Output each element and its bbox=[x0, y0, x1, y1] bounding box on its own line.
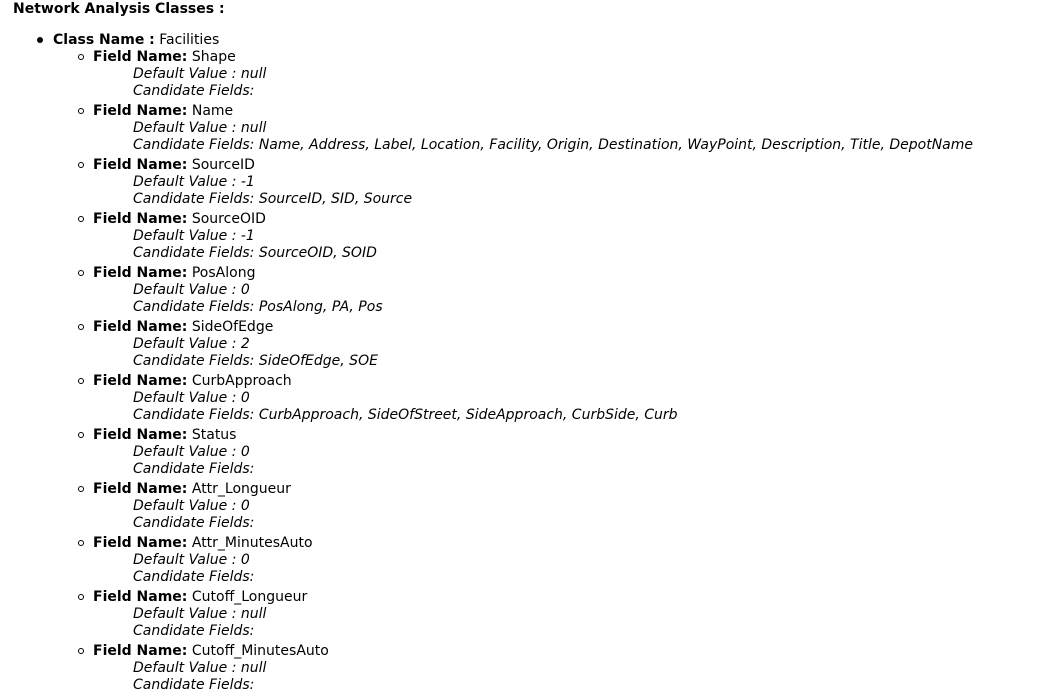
field-item bbox=[77, 427, 1047, 478]
field-item bbox=[77, 589, 1047, 640]
default-value-label: Default Value : bbox=[133, 336, 237, 352]
field-name-label: Field Name: bbox=[93, 265, 188, 281]
default-value-label: Default Value : bbox=[133, 282, 237, 298]
candidate-fields-line bbox=[93, 83, 1047, 100]
field-item bbox=[77, 157, 1047, 208]
field-name-label: Field Name: bbox=[93, 319, 188, 335]
candidate-fields-line bbox=[93, 299, 1047, 316]
candidate-fields-label: Candidate Fields: bbox=[133, 677, 255, 693]
candidate-fields-value: SideOfEdge, SOE bbox=[258, 353, 378, 369]
default-value: 0 bbox=[240, 390, 250, 406]
default-value-label: Default Value : bbox=[133, 660, 237, 676]
field-name-value: Cutoff_Longueur bbox=[191, 589, 308, 605]
candidate-fields-line bbox=[93, 245, 1047, 262]
field-item bbox=[77, 265, 1047, 316]
page-heading: Network Analysis Classes : bbox=[13, 1, 225, 17]
candidate-fields-value: CurbApproach, SideOfStreet, SideApproach, CurbSide, Curb bbox=[258, 407, 678, 423]
field-item bbox=[77, 481, 1047, 532]
circle-bullet-icon bbox=[78, 486, 84, 492]
field-item bbox=[77, 211, 1047, 262]
disc-bullet-icon bbox=[37, 37, 43, 43]
field-item bbox=[77, 103, 1047, 154]
default-value-label: Default Value : bbox=[133, 174, 237, 190]
field-name-label: Field Name: bbox=[93, 427, 188, 443]
default-value: 2 bbox=[240, 336, 250, 352]
circle-bullet-icon bbox=[78, 54, 84, 60]
field-name-line bbox=[93, 373, 1047, 390]
candidate-fields-label: Candidate Fields: bbox=[133, 191, 255, 207]
circle-bullet-icon bbox=[78, 648, 84, 654]
default-value-label: Default Value : bbox=[133, 552, 237, 568]
default-value: -1 bbox=[240, 174, 255, 190]
field-list bbox=[37, 49, 1047, 694]
field-item bbox=[77, 319, 1047, 370]
field-name-value: Name bbox=[191, 103, 234, 119]
candidate-fields-label: Candidate Fields: bbox=[133, 299, 255, 315]
field-name-line bbox=[93, 643, 1047, 660]
circle-bullet-icon bbox=[78, 108, 84, 114]
field-name-label: Field Name: bbox=[93, 49, 188, 65]
default-value-line bbox=[93, 120, 1047, 137]
default-value-line bbox=[93, 498, 1047, 515]
candidate-fields-label: Candidate Fields: bbox=[133, 515, 255, 531]
field-name-value: Attr_Longueur bbox=[191, 481, 291, 497]
default-value: null bbox=[240, 120, 267, 136]
field-name-label: Field Name: bbox=[93, 211, 188, 227]
field-name-value: Shape bbox=[191, 49, 236, 65]
default-value-label: Default Value : bbox=[133, 498, 237, 514]
circle-bullet-icon bbox=[78, 216, 84, 222]
candidate-fields-line bbox=[93, 191, 1047, 208]
field-name-value: CurbApproach bbox=[191, 373, 292, 389]
default-value: null bbox=[240, 660, 267, 676]
candidate-fields-value: Name, Address, Label, Location, Facility, Origin, Destination, WayPoint, Description, Title, DepotName bbox=[258, 137, 974, 153]
field-name-value: SourceID bbox=[191, 157, 255, 173]
default-value-line bbox=[93, 336, 1047, 353]
class-name-value: Facilities bbox=[159, 32, 220, 48]
field-name-line bbox=[93, 535, 1047, 552]
candidate-fields-line bbox=[93, 569, 1047, 586]
field-name-line bbox=[93, 427, 1047, 444]
default-value-line bbox=[93, 282, 1047, 299]
field-name-line bbox=[93, 49, 1047, 66]
default-value: null bbox=[240, 66, 267, 82]
default-value-label: Default Value : bbox=[133, 228, 237, 244]
circle-bullet-icon bbox=[78, 378, 84, 384]
candidate-fields-line bbox=[93, 677, 1047, 694]
default-value: null bbox=[240, 606, 267, 622]
circle-bullet-icon bbox=[78, 324, 84, 330]
field-name-value: SideOfEdge bbox=[191, 319, 274, 335]
default-value-label: Default Value : bbox=[133, 66, 237, 82]
field-name-line bbox=[93, 103, 1047, 120]
field-name-line bbox=[93, 589, 1047, 606]
class-list-item bbox=[37, 32, 1047, 697]
field-name-line bbox=[93, 265, 1047, 282]
field-name-value: Cutoff_MinutesAuto bbox=[191, 643, 329, 659]
field-name-value: Status bbox=[191, 427, 237, 443]
default-value-label: Default Value : bbox=[133, 444, 237, 460]
default-value-line bbox=[93, 552, 1047, 569]
default-value: 0 bbox=[240, 552, 250, 568]
field-item bbox=[77, 643, 1047, 694]
field-name-value: Attr_MinutesAuto bbox=[191, 535, 313, 551]
class-name-label: Class Name : bbox=[53, 32, 155, 48]
default-value-label: Default Value : bbox=[133, 120, 237, 136]
candidate-fields-label: Candidate Fields: bbox=[133, 137, 255, 153]
candidate-fields-label: Candidate Fields: bbox=[133, 569, 255, 585]
field-name-label: Field Name: bbox=[93, 103, 188, 119]
class-name-line bbox=[37, 32, 1047, 49]
default-value-line bbox=[93, 606, 1047, 623]
field-name-line bbox=[93, 211, 1047, 228]
candidate-fields-label: Candidate Fields: bbox=[133, 245, 255, 261]
candidate-fields-line bbox=[93, 461, 1047, 478]
candidate-fields-line bbox=[93, 407, 1047, 424]
candidate-fields-label: Candidate Fields: bbox=[133, 461, 255, 477]
field-item bbox=[77, 535, 1047, 586]
default-value-line bbox=[93, 444, 1047, 461]
field-item bbox=[77, 373, 1047, 424]
field-name-line bbox=[93, 319, 1047, 336]
default-value-line bbox=[93, 228, 1047, 245]
default-value-label: Default Value : bbox=[133, 606, 237, 622]
candidate-fields-label: Candidate Fields: bbox=[133, 83, 255, 99]
default-value-line bbox=[93, 174, 1047, 191]
field-name-label: Field Name: bbox=[93, 535, 188, 551]
candidate-fields-value: SourceOID, SOID bbox=[258, 245, 377, 261]
field-name-value: PosAlong bbox=[191, 265, 256, 281]
default-value-line bbox=[93, 390, 1047, 407]
candidate-fields-label: Candidate Fields: bbox=[133, 623, 255, 639]
field-item bbox=[77, 49, 1047, 100]
default-value-line bbox=[93, 660, 1047, 677]
circle-bullet-icon bbox=[78, 540, 84, 546]
candidate-fields-line bbox=[93, 137, 1047, 154]
default-value: 0 bbox=[240, 282, 250, 298]
default-value-line bbox=[93, 66, 1047, 83]
default-value-label: Default Value : bbox=[133, 390, 237, 406]
field-name-label: Field Name: bbox=[93, 643, 188, 659]
candidate-fields-label: Candidate Fields: bbox=[133, 407, 255, 423]
field-name-line bbox=[93, 481, 1047, 498]
field-name-label: Field Name: bbox=[93, 373, 188, 389]
field-name-label: Field Name: bbox=[93, 481, 188, 497]
default-value: -1 bbox=[240, 228, 255, 244]
default-value: 0 bbox=[240, 444, 250, 460]
circle-bullet-icon bbox=[78, 162, 84, 168]
candidate-fields-label: Candidate Fields: bbox=[133, 353, 255, 369]
field-name-label: Field Name: bbox=[93, 157, 188, 173]
candidate-fields-line bbox=[93, 353, 1047, 370]
default-value: 0 bbox=[240, 498, 250, 514]
candidate-fields-line bbox=[93, 623, 1047, 640]
candidate-fields-value: SourceID, SID, Source bbox=[258, 191, 413, 207]
circle-bullet-icon bbox=[78, 270, 84, 276]
candidate-fields-line bbox=[93, 515, 1047, 532]
field-name-line bbox=[93, 157, 1047, 174]
candidate-fields-value: PosAlong, PA, Pos bbox=[258, 299, 383, 315]
circle-bullet-icon bbox=[78, 432, 84, 438]
field-name-label: Field Name: bbox=[93, 589, 188, 605]
field-name-value: SourceOID bbox=[191, 211, 266, 227]
circle-bullet-icon bbox=[78, 594, 84, 600]
